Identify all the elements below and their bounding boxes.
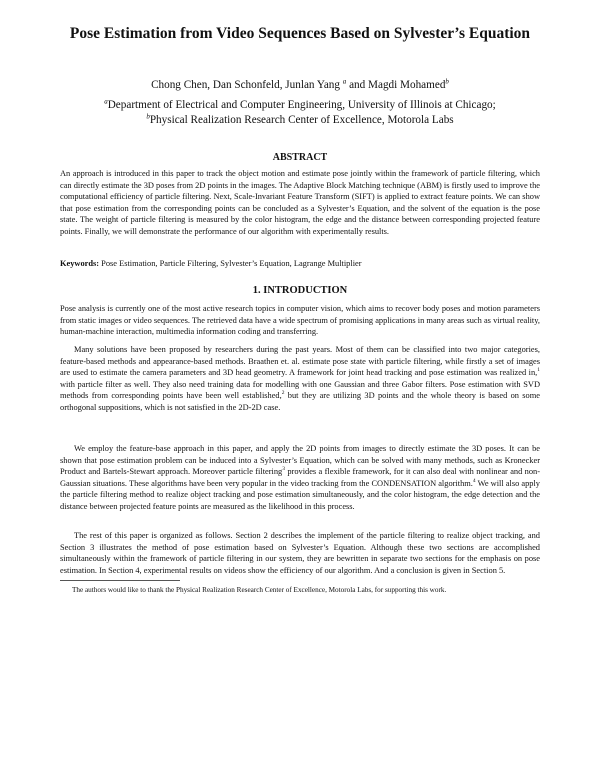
citation-ref: 4 (472, 477, 476, 484)
affiliation-marker-b: b (445, 77, 449, 86)
footnote: The authors would like to thank the Physical Realization Research Center of Excellence, Motorola Labs, for supporting this work. (72, 586, 447, 594)
paper-title: Pose Estimation from Video Sequences Based on Sylvester’s Equation (69, 25, 531, 42)
affiliations (40, 98, 560, 128)
intro-paragraph-2: Many solutions have been proposed by researchers during the past years. Most of them can be classified into two major categories, feature-based methods and appearance-based methods. Braathen et. al. estimate pose state with particle filtering, while firstly a set of images are used to estimate the camera parameters and 3D head geometry. A framework for joint head tracking and pose estimation was realized in,$^1$ with particle filter as well. They also need training data for modelling with one Gaussian and three Gabor filters. Pose estimation with SVD methods from corresponding points have been well established,$^2$ but they are utilizing 3D points and the whole theory is based on some orthogonal suppositions, which is not satisfied in the 2D-2D case. (60, 345, 540, 412)
intro-paragraph-3: We employ the feature-base approach in this paper, and apply the 2D points from images to directly estimate the 3D poses. It can be shown that pose estimation problem can be induced into a Sylvester’s Equation, which can be solved with many methods, such as Kronecker Product and Bartels-Stewart approach. Moreover particle filtering$^3$ provides a flexible framework, for it can also deal with nonlinear and non-Gaussian situations. These algorithms have been very popular in the video tracking from the CONDENSATION algorithm.$^4$ We will also apply the particle filtering method to realize object tracking and pose estimation simultaneously, and the color histogram, the edge detection and the distance between projected feature points are measured as the likelihood in this process. (60, 444, 540, 511)
citation-ref: 3 (282, 466, 285, 473)
footnote-rule (60, 580, 180, 581)
affiliation-line: $^b$Physical Realization Research Center of Excellence, Motorola Labs (146, 112, 454, 126)
keywords-label: Keywords: (60, 259, 100, 268)
author-last: and Magdi Mohamed (349, 79, 446, 91)
affiliation-marker-a: a (342, 77, 347, 86)
keywords (60, 258, 540, 270)
affiliation-line: $^a$Department of Electrical and Computer Engineering, University of Illinois at Chicago; (104, 97, 496, 111)
abstract-text: An approach is introduced in this paper to track the object motion and estimate pose jointly within the framework of particle filtering, which can directly estimate the 3D poses from 2D points in the images. The Adaptive Block Matching technique (ABM) is firstly used to improve the computational efficiency of particle filtering. Next, Scale-Invariant Feature Transform (SIFT) is applied to extract feature points. We can show that pose estimation from the corresponding points can be concluded as a Sylvester’s Equation, and the solvent of the equation is the pose state. The weight of particle filtering is measured by the color histogram, the edge and the distance between corresponding projected feature points. Finally, we will demonstrate the performance of our algorithm with experimentally results. (60, 169, 540, 236)
author-names: Chong Chen, Dan Schonfeld, Junlan Yang (151, 79, 340, 91)
abstract-heading: ABSTRACT (272, 152, 328, 163)
section-heading-introduction: 1. INTRODUCTION (252, 285, 348, 296)
keywords-text: Pose Estimation, Particle Filtering, Sylvester’s Equation, Lagrange Multiplier (101, 259, 362, 268)
citation-ref: 2 (281, 390, 285, 397)
citation-ref: 1 (537, 367, 540, 374)
intro-paragraph-1: Pose analysis is currently one of the most active research topics in computer vision, which aims to recover body poses and motion parameters from static images or video sequences. The retrieved data have a wide spectrum of promising applications in many areas such as virtual reality, human-machine interaction, multimedia information coding and transferring. (60, 304, 540, 337)
author-list (60, 78, 540, 92)
intro-paragraph-4: The rest of this paper is organized as follows. Section 2 describes the implement of the particle filtering to realize object tracking, and Section 3 illustrates the method of pose estimation based on Sylvester’s Equation. Although these two sections are accomplished simultaneously within the framework of particle filtering in our system, they are bewritten in separate two sections for the emphasis on pose estimation. In Section 4, experimental results on videos show the efficiency of our algorithm. And a conclusion is given in Section 5. (60, 531, 540, 575)
